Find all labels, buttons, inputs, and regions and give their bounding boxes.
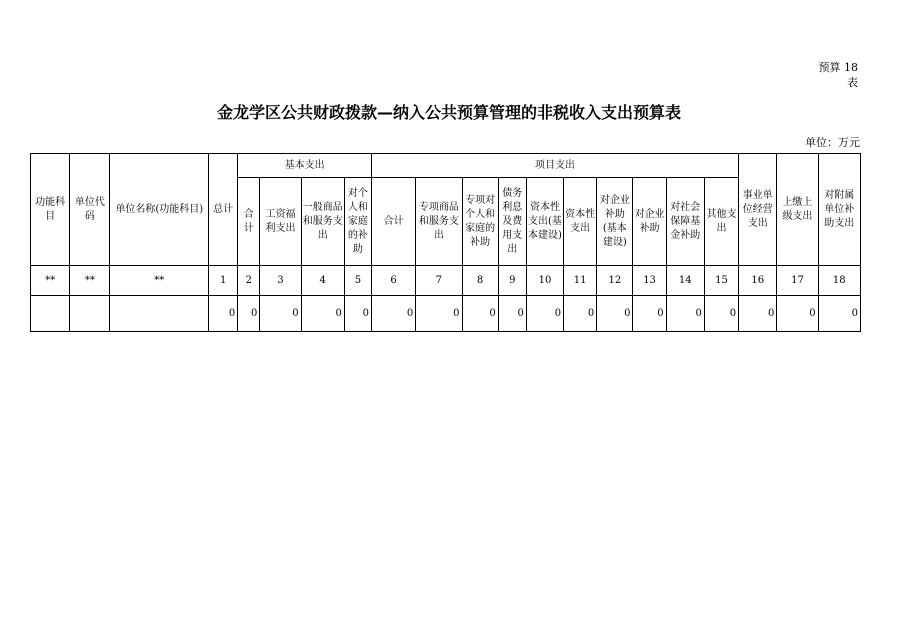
header-total: 总计	[209, 154, 238, 266]
data-cell: 0	[666, 296, 704, 332]
header-project-group: 项目支出	[371, 154, 738, 178]
index-row	[31, 266, 861, 296]
header-project-col: 合计	[371, 178, 415, 266]
index-cell: 15	[704, 266, 738, 296]
header-project-col: 对企业补助	[633, 178, 666, 266]
index-cell: 17	[777, 266, 818, 296]
index-cell: 2	[238, 266, 260, 296]
data-cell	[31, 296, 70, 332]
header-tail-col: 对附属单位补助支出	[818, 154, 860, 266]
index-cell: 3	[260, 266, 301, 296]
header-project-col: 资本性支出	[564, 178, 597, 266]
header-project-col: 专项商品和服务支出	[416, 178, 462, 266]
data-cell: 0	[633, 296, 666, 332]
index-cell: 8	[462, 266, 498, 296]
index-cell: **	[31, 266, 70, 296]
header-project-col: 对企业补助(基本建设)	[597, 178, 633, 266]
header-unit-code: 单位代码	[70, 154, 110, 266]
data-cell: 0	[462, 296, 498, 332]
index-cell: 10	[526, 266, 563, 296]
index-cell: 5	[344, 266, 371, 296]
report-number-line2: 表	[847, 76, 858, 89]
data-cell: 0	[704, 296, 738, 332]
index-cell: 11	[564, 266, 597, 296]
header-project-col: 资本性支出(基本建设)	[526, 178, 563, 266]
data-cell: 0	[344, 296, 371, 332]
unit-label: 单位：万元	[805, 136, 860, 149]
data-cell: 0	[371, 296, 415, 332]
data-cell: 0	[597, 296, 633, 332]
index-cell: 1	[209, 266, 238, 296]
data-cell	[110, 296, 209, 332]
data-cell: 0	[498, 296, 526, 332]
header-tail-col: 事业单位经营支出	[739, 154, 777, 266]
header-func-subject: 功能科目	[31, 154, 70, 266]
index-cell: 9	[498, 266, 526, 296]
header-basic-col: 一般商品和服务支出	[301, 178, 344, 266]
data-cell: 0	[260, 296, 301, 332]
data-row	[31, 296, 861, 332]
header-project-col: 专项对个人和家庭的补助	[462, 178, 498, 266]
header-tail-col: 上缴上级支出	[777, 154, 818, 266]
data-cell	[70, 296, 110, 332]
index-cell: 6	[371, 266, 415, 296]
report-number	[819, 60, 859, 90]
index-cell: **	[110, 266, 209, 296]
header-unit-name: 单位名称(功能科目)	[110, 154, 209, 266]
index-cell: 16	[739, 266, 777, 296]
data-cell: 0	[564, 296, 597, 332]
index-cell: 18	[818, 266, 860, 296]
index-cell: 14	[666, 266, 704, 296]
page-title: 金龙学区公共财政拨款—纳入公共预算管理的非税收入支出预算表	[216, 103, 681, 122]
data-cell: 0	[739, 296, 777, 332]
index-cell: 13	[633, 266, 666, 296]
header-basic-col: 工资福利支出	[260, 178, 301, 266]
data-cell: 0	[526, 296, 563, 332]
index-cell: 7	[416, 266, 462, 296]
data-cell: 0	[416, 296, 462, 332]
budget-table	[30, 153, 861, 332]
index-cell: **	[70, 266, 110, 296]
index-cell: 12	[597, 266, 633, 296]
data-cell: 0	[238, 296, 260, 332]
header-basic-col: 对个人和家庭的补助	[344, 178, 371, 266]
header-project-col: 债务利息及费用支出	[498, 178, 526, 266]
header-project-col: 对社会保障基金补助	[666, 178, 704, 266]
header-basic-col: 合计	[238, 178, 260, 266]
header-basic-group: 基本支出	[238, 154, 372, 178]
header-row-1	[31, 154, 861, 178]
data-cell: 0	[209, 296, 238, 332]
data-cell: 0	[777, 296, 818, 332]
data-cell: 0	[818, 296, 860, 332]
data-cell: 0	[301, 296, 344, 332]
index-cell: 4	[301, 266, 344, 296]
report-number-line1: 预算 18	[818, 61, 858, 74]
header-project-col: 其他支出	[704, 178, 738, 266]
